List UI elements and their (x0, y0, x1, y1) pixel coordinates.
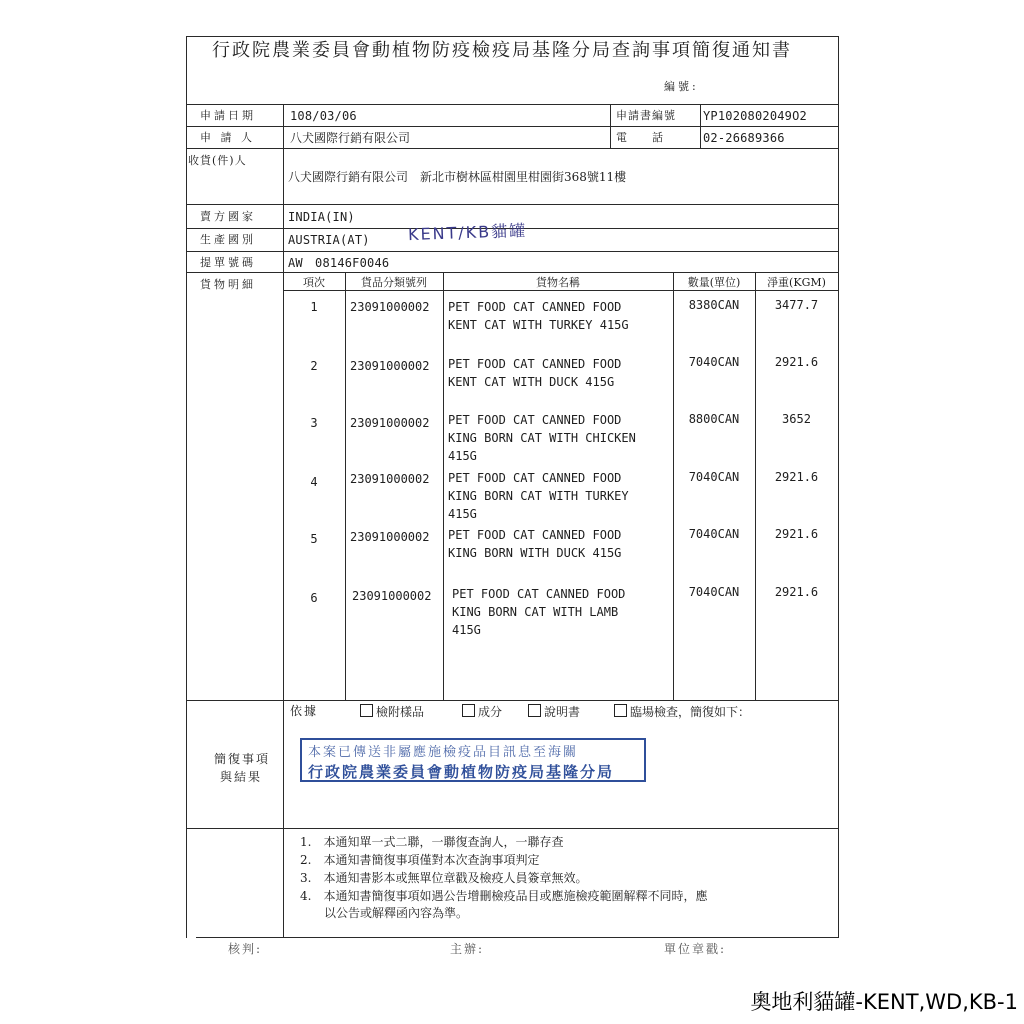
approver-label: 核判: (228, 942, 263, 956)
checkbox-box (462, 704, 475, 717)
table-header-qty: 數量(單位) (687, 276, 741, 289)
table-header-no: 項次 (303, 276, 325, 289)
row-qty: 7040CAN (688, 355, 740, 369)
bl-value: AW 08146F0046 (288, 256, 390, 270)
row-desc: PET FOOD CAT CANNED FOOD KING BORN CAT WITH CHICKEN 415G (448, 413, 636, 463)
apply-date-label: 申請日期 (200, 109, 256, 122)
apply-date-value: 108/03/06 (290, 109, 357, 123)
row-qty: 7040CAN (688, 585, 740, 599)
note-4: 4. 本通知書簡復事項如遇公告增刪檢疫品目或應施檢疫範圍解釋不同時，應 (300, 889, 708, 903)
goods-label: 貨物明細 (200, 278, 256, 291)
applicant-value: 八犬國際行銷有限公司 (290, 131, 411, 145)
row-weight: 3477.7 (774, 298, 819, 312)
row-desc: PET FOOD CAT CANNED FOOD KENT CAT WITH TURKEY 415G (448, 300, 629, 332)
phone-label: 電 話 (616, 131, 664, 144)
table-header-code: 貨品分類號列 (361, 276, 427, 289)
row-weight: 2921.6 (774, 527, 819, 541)
checkbox-box (614, 704, 627, 717)
result-label-line1: 簡復事項 (214, 752, 271, 766)
basis-label: 依據 (290, 704, 319, 718)
row-desc: PET FOOD CAT CANNED FOOD KING BORN WITH DUCK 415G (448, 528, 622, 560)
note-2: 2. 本通知書簡復事項僅對本次查詢事項判定 (300, 853, 540, 867)
official-stamp (300, 738, 646, 782)
row-no: 1 (310, 300, 318, 314)
checkbox-ingredients: 成分 (462, 704, 502, 719)
row-desc: PET FOOD CAT CANNED FOOD KING BORN CAT WITH TURKEY 415G (448, 471, 629, 521)
application-no-label: 申請書編號 (616, 109, 676, 122)
phone-value: 02-26689366 (703, 131, 785, 145)
row-code: 23091000002 (350, 530, 430, 544)
row-code: 23091000002 (350, 416, 430, 430)
row-weight: 2921.6 (774, 585, 819, 599)
checkbox-box (360, 704, 373, 717)
consignee-value: 八犬國際行銷有限公司 新北市樹林區柑園里柑園街368號11樓 (288, 170, 627, 184)
note-5: 以公告或解釋函內容為準。 (300, 906, 469, 920)
row-qty: 8380CAN (688, 298, 740, 312)
checkbox-inspection: 臨場檢查，簡復如下： (614, 704, 750, 719)
page-title: 行政院農業委員會動植物防疫檢疫局基隆分局查詢事項簡復通知書 (212, 40, 792, 61)
row-weight: 2921.6 (774, 470, 819, 484)
table-header-desc: 貨物名稱 (536, 276, 580, 289)
image-caption: 奧地利貓罐-KENT,WD,KB-1 (750, 990, 1018, 1014)
stamp-line-1: 本案已傳送非屬應施檢疫品目訊息至海關 (308, 745, 579, 760)
producer-value: AUSTRIA(AT) (288, 233, 370, 247)
row-no: 4 (310, 475, 318, 489)
checkbox-box (528, 704, 541, 717)
note-3: 3. 本通知書影本或無單位章戳及檢疫人員簽章無效。 (300, 871, 588, 885)
origin-label: 賣方國家 (200, 210, 256, 223)
checkbox-manual: 說明書 (528, 704, 580, 719)
checkbox-sample: 檢附樣品 (360, 704, 424, 719)
row-no: 5 (310, 532, 318, 546)
row-no: 2 (310, 359, 318, 373)
note-1: 1. 本通知單一式二聯，一聯復查詢人，一聯存查 (300, 835, 564, 849)
application-no-value: YP1020802049O2 (703, 109, 807, 123)
row-qty: 8800CAN (688, 412, 740, 426)
seal-label: 單位章戳: (664, 942, 727, 956)
consignee-label: 收貨(件)人 (188, 154, 247, 167)
origin-value: INDIA(IN) (288, 210, 355, 224)
result-label-line2: 與結果 (220, 770, 263, 784)
stamp-line-2: 行政院農業委員會動植物防疫局基隆分局 (308, 763, 615, 781)
row-qty: 7040CAN (688, 527, 740, 541)
row-weight: 3652 (782, 412, 811, 426)
row-code: 23091000002 (350, 472, 430, 486)
row-no: 6 (310, 591, 318, 605)
table-header-weight: 淨重(KGM) (767, 276, 826, 289)
applicant-label: 申 請 人 (200, 131, 255, 144)
row-desc: PET FOOD CAT CANNED FOOD KENT CAT WITH DUCK 415G (448, 357, 622, 389)
producer-label: 生產國別 (200, 233, 256, 246)
row-code: 23091000002 (350, 359, 430, 373)
row-code: 23091000002 (352, 589, 432, 603)
document-number-label: 編號: (664, 80, 699, 93)
bl-label: 提單號碼 (200, 256, 256, 269)
row-weight: 2921.6 (774, 355, 819, 369)
row-desc: PET FOOD CAT CANNED FOOD KING BORN CAT WITH LAMB 415G (452, 587, 626, 637)
handwritten-note: KENT/KB貓罐 (407, 220, 528, 245)
officer-label: 主辦: (450, 942, 485, 956)
row-code: 23091000002 (350, 300, 430, 314)
row-no: 3 (310, 416, 318, 430)
row-qty: 7040CAN (688, 470, 740, 484)
